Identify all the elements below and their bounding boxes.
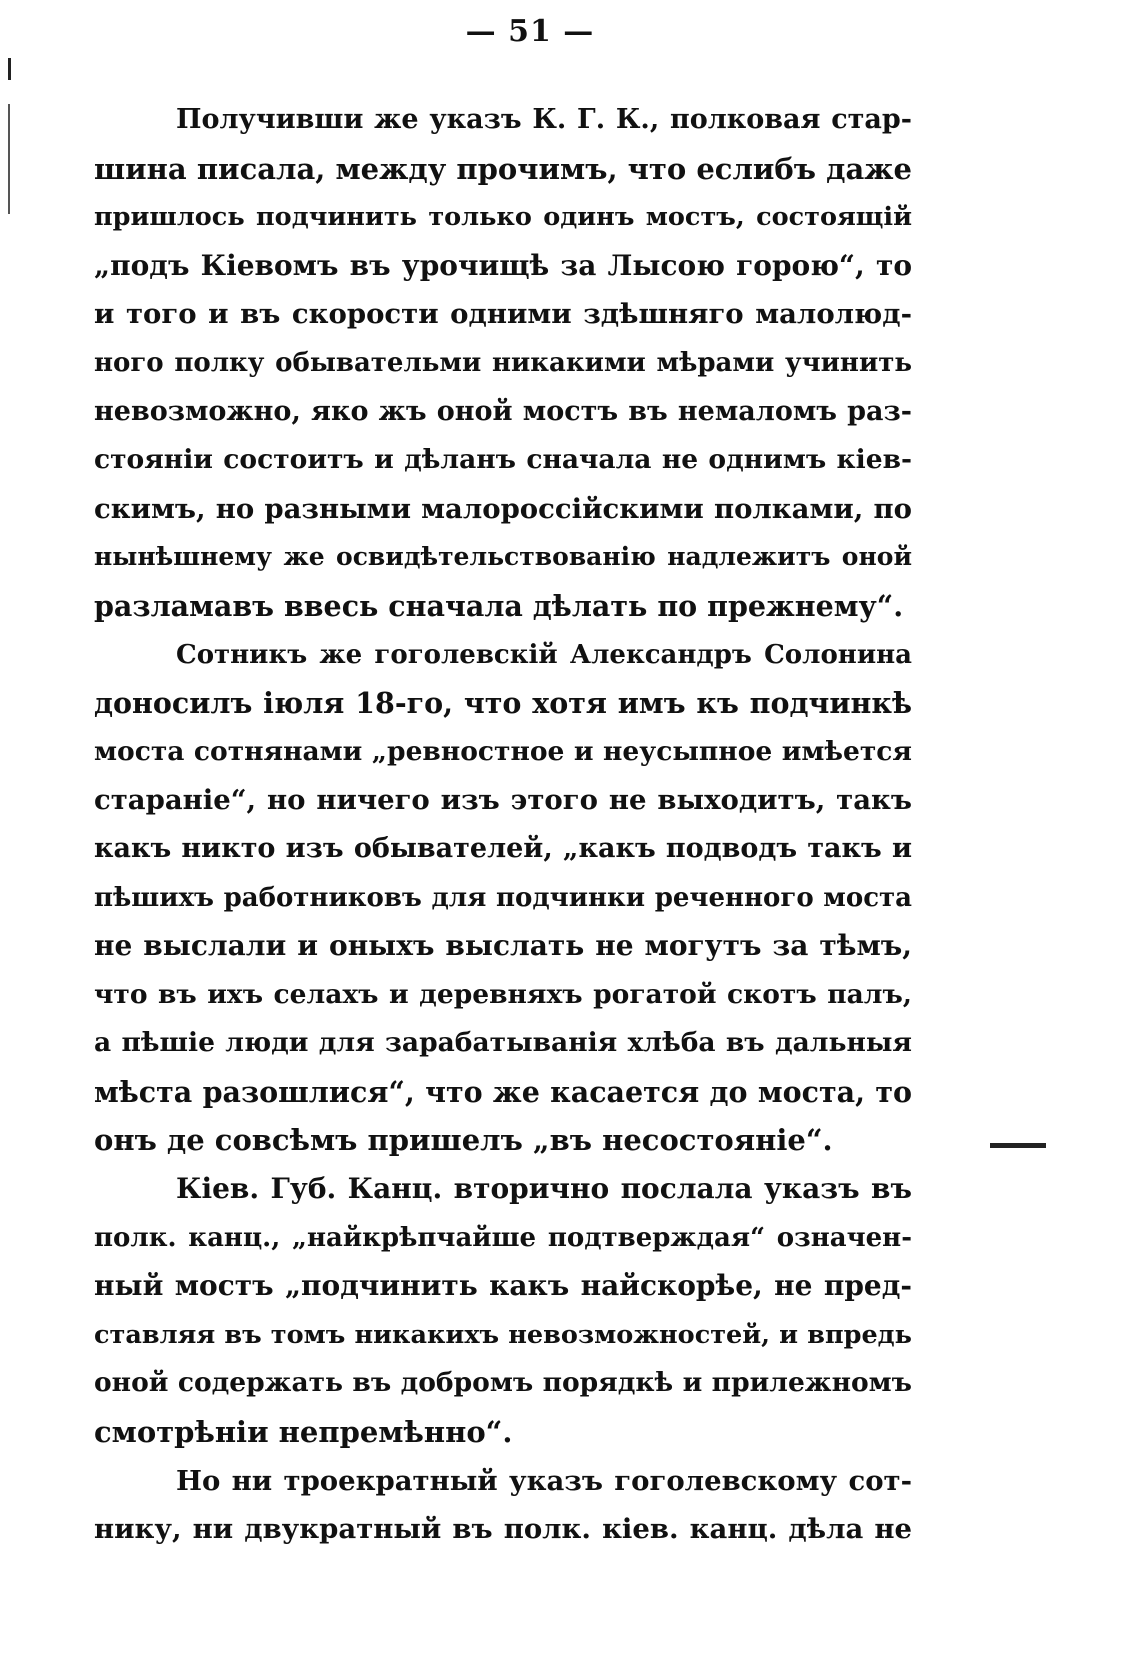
text-line: и того и въ скорости одними здѣшняго малолюд- bbox=[94, 298, 912, 331]
text-line: стараніе“, но ничего изъ этого не выходитъ, такъ bbox=[94, 784, 912, 817]
text-line: пришлось подчинить только одинъ мостъ, состоящій bbox=[94, 202, 912, 233]
text-line: разламавъ ввесь сначала дѣлать по прежнему“. bbox=[94, 588, 904, 623]
text-line: шина писала, между прочимъ, что еслибъ даже bbox=[94, 151, 912, 186]
text-line: мѣста разошлися“, что же касается до моста, то bbox=[94, 1074, 912, 1109]
text-line: Сотникъ же гоголевскій Александръ Солонина bbox=[176, 639, 912, 670]
text-line: что въ ихъ селахъ и деревняхъ рогатой скотъ палъ, bbox=[94, 978, 912, 1010]
text-line: нику, ни двукратный въ полк. кіев. канц. дѣла не bbox=[94, 1513, 912, 1546]
text-line: оной содержать въ добромъ порядкѣ и прилежномъ bbox=[94, 1367, 912, 1399]
text-line: ставляя въ томъ никакихъ невозможностей, и впредь bbox=[94, 1319, 912, 1350]
text-line: пѣшихъ работниковъ для подчинки реченного моста bbox=[94, 882, 912, 913]
paragraph-2 bbox=[94, 631, 912, 1166]
text-line: нынѣшнему же освидѣтельствованію надлежитъ оной bbox=[94, 542, 912, 572]
text-line: какъ никто изъ обывателей, „какъ подводъ такъ и bbox=[94, 832, 912, 864]
paragraph-3 bbox=[94, 1165, 912, 1457]
scan-edge-dash bbox=[990, 1143, 1046, 1148]
paragraph-4 bbox=[94, 1457, 912, 1554]
text-line: не выслали и оныхъ выслать не могутъ за тѣмъ, bbox=[94, 929, 912, 963]
text-line: стояніи состоитъ и дѣланъ сначала не однимъ кіев- bbox=[94, 444, 912, 476]
page-number: — 51 — bbox=[465, 14, 595, 49]
text-line: Кіев. Губ. Канц. вторично послала указъ въ bbox=[176, 1172, 912, 1206]
text-line: „подъ Кіевомъ въ урочищѣ за Лысою горою“, то bbox=[94, 248, 912, 282]
text-line: а пѣшіе люди для зарабатыванія хлѣба въ дальныя bbox=[94, 1027, 912, 1059]
text-line: моста сотнянами „ревностное и неусыпное имѣется bbox=[94, 735, 912, 767]
paragraph-1 bbox=[94, 96, 912, 631]
text-line: полк. канц., „найкрѣпчайше подтверждая“ означен- bbox=[94, 1222, 912, 1253]
body-text bbox=[94, 96, 912, 1554]
text-line: Получивши же указъ К. Г. К., полковая стар- bbox=[176, 104, 912, 135]
text-line: ного полку обывательми никакими мѣрами учинить bbox=[94, 347, 912, 378]
text-line: онъ де совсѣмъ пришелъ „въ несостояніе“. bbox=[94, 1123, 833, 1158]
text-line: скимъ, но разными малороссійскими полками, по bbox=[94, 492, 912, 525]
scan-edge-mark bbox=[8, 58, 11, 80]
scan-edge-mark bbox=[8, 104, 10, 214]
text-line: доносилъ іюля 18-го, что хотя имъ къ подчинкѣ bbox=[94, 686, 912, 721]
text-line: смотрѣніи непремѣнно“. bbox=[94, 1415, 513, 1450]
text-line: ный мостъ „подчинить какъ найскорѣе, не пред- bbox=[94, 1269, 912, 1303]
text-line: невозможно, яко жъ оной мостъ въ немаломъ раз- bbox=[94, 395, 912, 427]
text-line: Но ни троекратный указъ гоголевскому сот- bbox=[176, 1464, 912, 1497]
